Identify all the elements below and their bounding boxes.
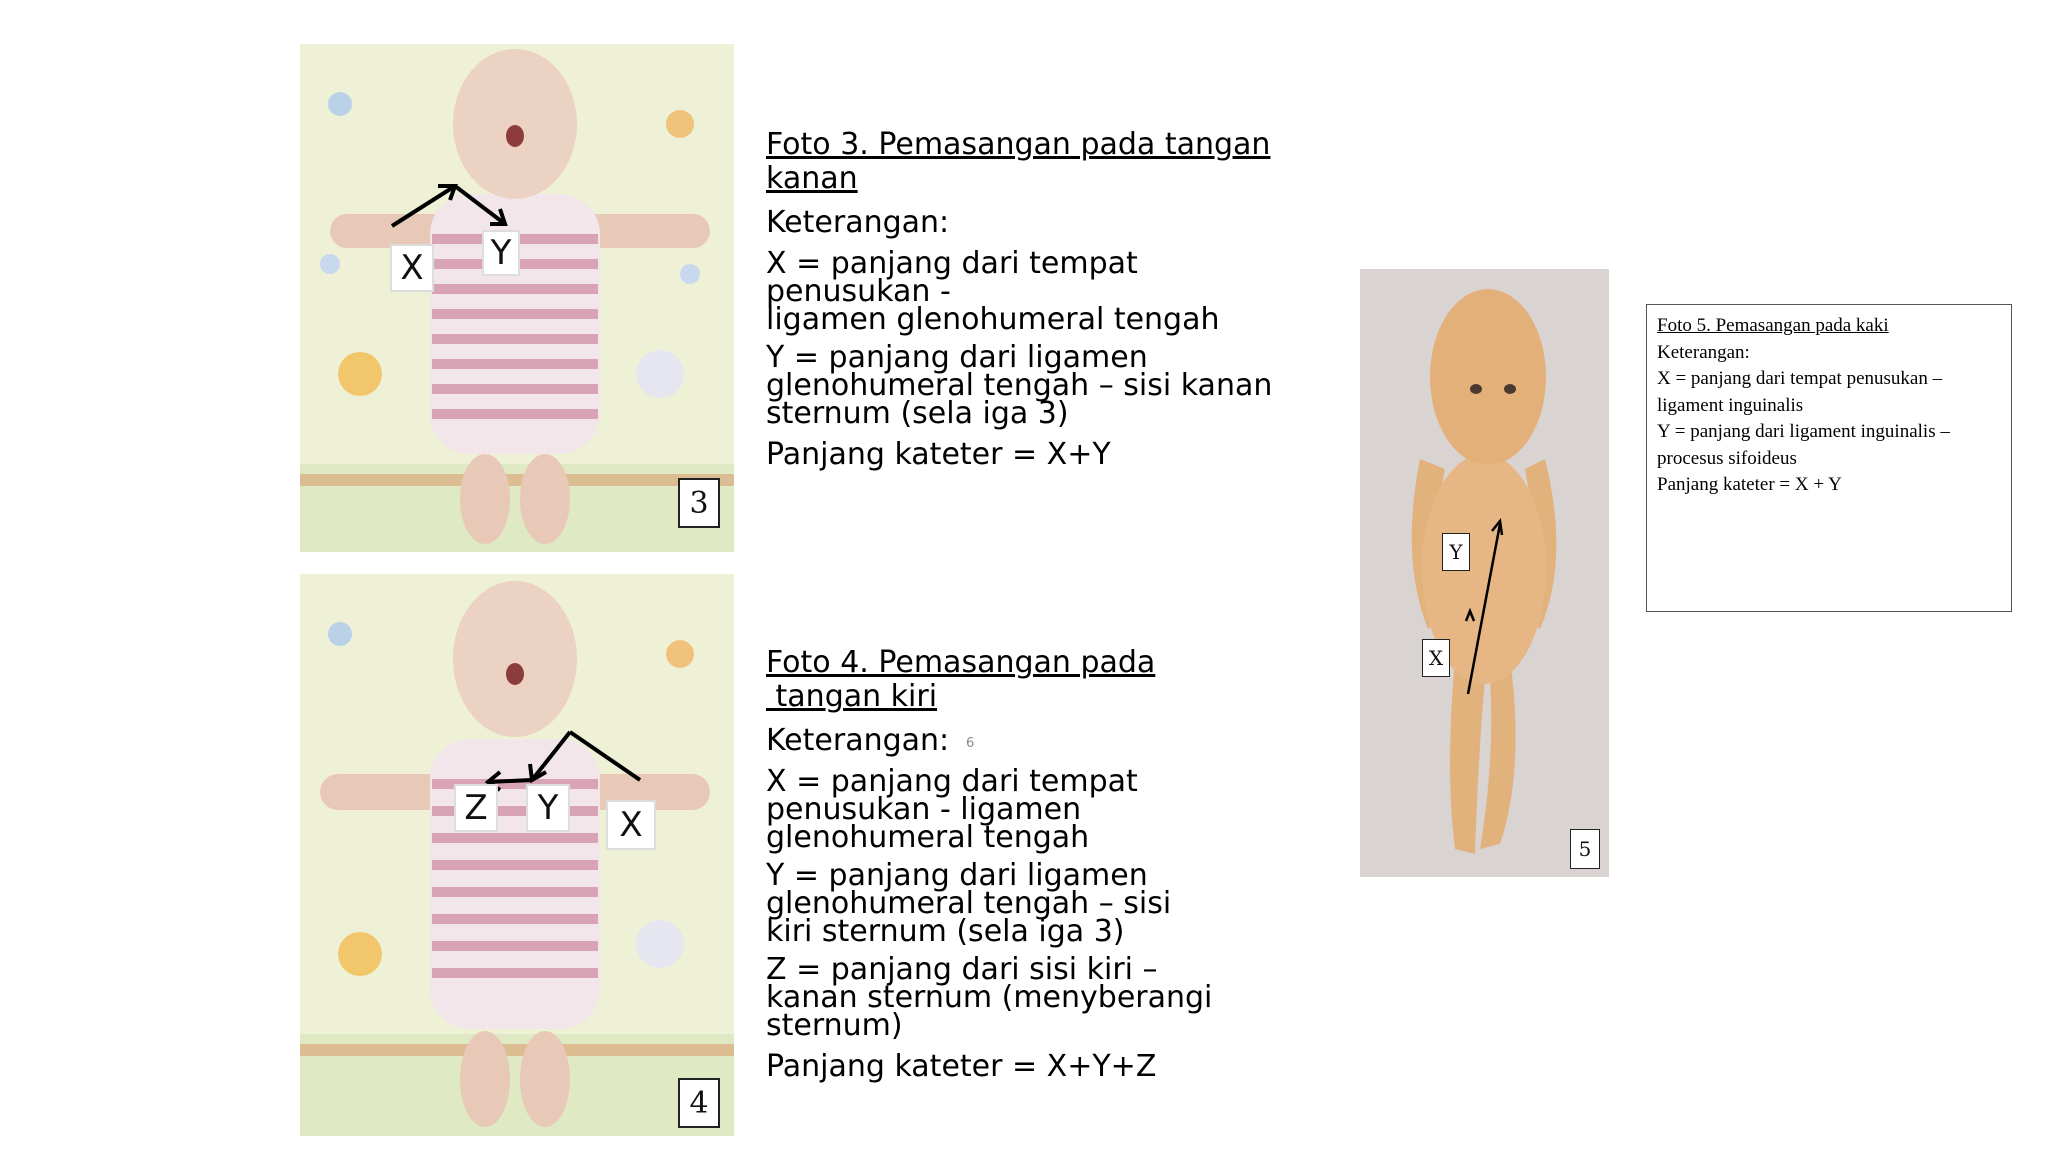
infant-mannequin-image xyxy=(300,44,734,552)
caption-title xyxy=(766,128,1306,196)
photo-4-left-arm xyxy=(300,574,734,1136)
label-y: Y xyxy=(526,784,570,832)
caption-photo-5-box xyxy=(1646,304,2012,612)
definition-z xyxy=(766,952,1306,1043)
definition-line: glenohumeral tengah xyxy=(766,820,1090,855)
definition-line: ligament inguinalis xyxy=(1657,394,1804,416)
caption-photo-4 xyxy=(766,646,1306,1084)
definition-line: ligamen glenohumeral tengah xyxy=(766,302,1220,337)
photo-number-5: 5 xyxy=(1570,829,1600,869)
photo-5-leg xyxy=(1360,269,1609,877)
catheter-formula: Panjang kateter = X+Y xyxy=(766,437,1111,472)
definition-line: X = panjang dari tempat penusukan – xyxy=(1657,368,1943,389)
definition-line: procesus sifoideus xyxy=(1657,447,1797,469)
caption-title-line: kanan xyxy=(766,161,858,196)
photo-3-right-arm xyxy=(300,44,734,552)
definition-line: kanan sternum (menyberangi xyxy=(766,980,1213,1015)
definition-line: X = panjang dari tempat xyxy=(766,764,1138,799)
keterangan-label: Keterangan: xyxy=(1657,341,1750,363)
label-x: X xyxy=(1422,639,1450,677)
definition-line: kiri sternum (sela iga 3) xyxy=(766,914,1125,949)
keterangan-label: Keterangan: xyxy=(766,723,950,758)
definition-line: Y = panjang dari ligamen xyxy=(766,340,1148,375)
label-x: X xyxy=(390,244,434,292)
catheter-formula: Panjang kateter = X+Y+Z xyxy=(766,1049,1157,1084)
page-number: 6 xyxy=(966,736,975,751)
label-y: Y xyxy=(482,230,520,276)
definition-line: glenohumeral tengah – sisi xyxy=(766,886,1172,921)
definition-line: sternum (sela iga 3) xyxy=(766,396,1069,431)
definition-x xyxy=(766,246,1306,337)
definition-line: Y = panjang dari ligament inguinalis – xyxy=(1657,421,1950,442)
caption-title-line: Foto 4. Pemasangan pada xyxy=(766,645,1156,680)
definition-line: glenohumeral tengah – sisi kanan xyxy=(766,368,1273,403)
caption-title: Foto 5. Pemasangan pada kaki xyxy=(1657,315,1889,336)
caption-photo-3 xyxy=(766,128,1306,472)
caption-title-line: tangan kiri xyxy=(766,679,938,714)
label-y: Y xyxy=(1442,533,1470,571)
definition-y xyxy=(766,340,1306,431)
definition-y xyxy=(766,858,1306,949)
photo-number-4: 4 xyxy=(678,1078,720,1128)
label-x: X xyxy=(606,800,656,850)
infant-mannequin-image xyxy=(300,574,734,1136)
photo-number-3: 3 xyxy=(678,478,720,528)
definition-line: sternum) xyxy=(766,1008,903,1043)
label-z: Z xyxy=(454,784,498,832)
definition-line: X = panjang dari tempat penusukan - xyxy=(766,246,1138,309)
definition-line: Z = panjang dari sisi kiri – xyxy=(766,952,1158,987)
definition-x xyxy=(766,764,1306,855)
caption-title-line: Foto 3. Pemasangan pada tangan xyxy=(766,127,1271,162)
definition-line: penusukan - ligamen xyxy=(766,792,1082,827)
infant-doll-image xyxy=(1360,269,1609,877)
caption-title xyxy=(766,646,1306,714)
definition-line: Y = panjang dari ligamen xyxy=(766,858,1148,893)
keterangan-label: Keterangan: xyxy=(766,205,950,240)
catheter-formula: Panjang kateter = X + Y xyxy=(1657,474,1842,495)
